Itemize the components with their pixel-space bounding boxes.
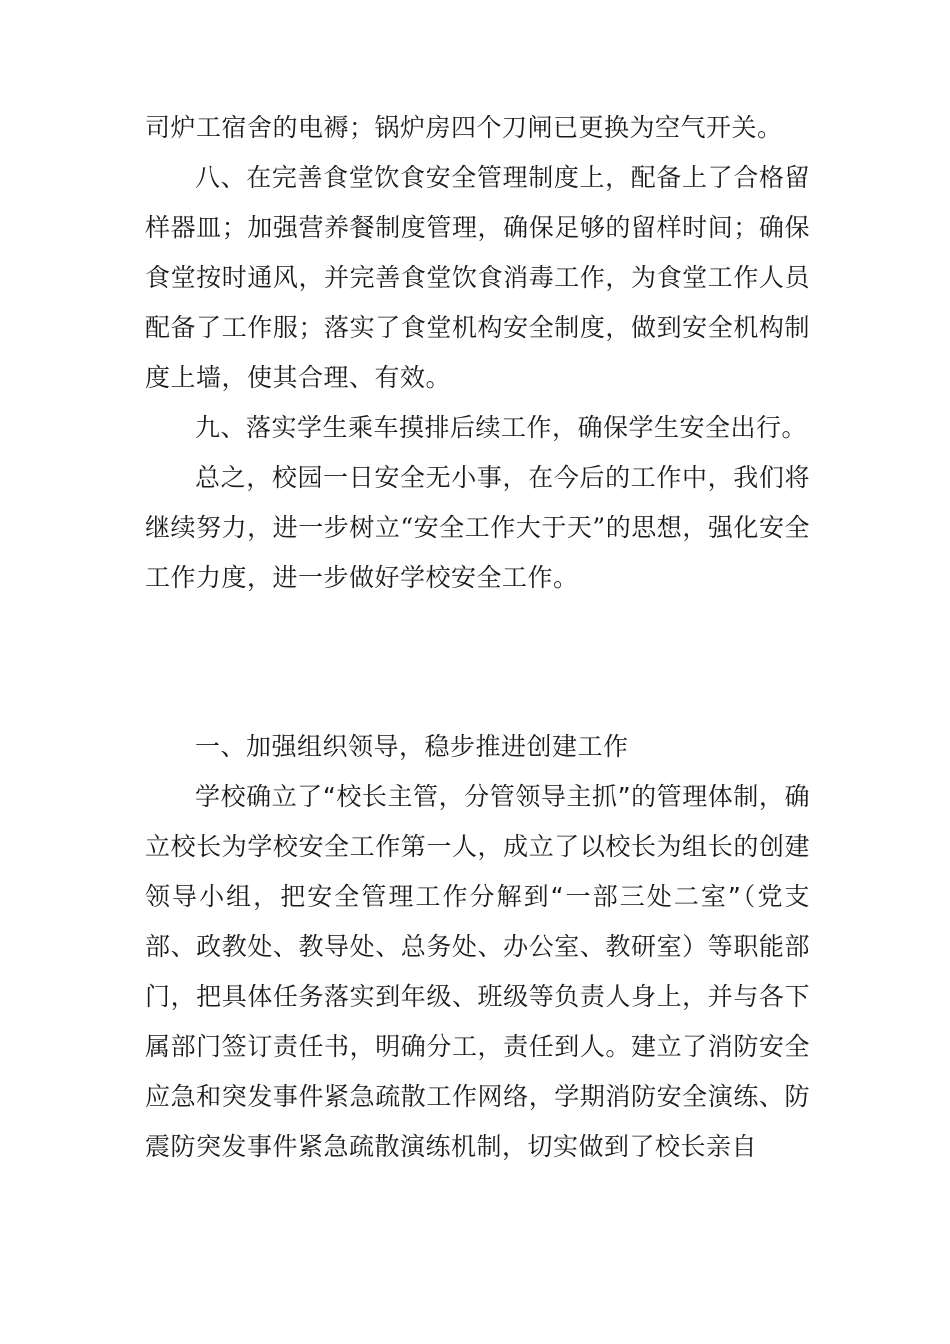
paragraph-item-nine-transport: 九、落实学生乘车摸排后续工作，确保学生安全出行。 (195, 413, 808, 442)
report-continuation-section (145, 103, 810, 603)
organization-leadership-section (145, 722, 810, 1172)
paragraph-conclusion: 总之，校园一日安全无小事，在今后的工作中，我们将继续努力，进一步树立“安全工作大于天”的思想，强化安全工作力度，进一步做好学校安全工作。 (145, 463, 810, 592)
paragraph-management-system: 学校确立了“校长主管，分管领导主抓”的管理体制，确立校长为学校安全工作第一人，成立了以校长为组长的创建领导小组，把安全管理工作分解到“一部三处二室”（党支部、政教处、教导处、总务处、办公室、教研室）等职能部门，把具体任务落实到年级、班级等负责人身上，并与各下属部门签订责任书，明确分工，责任到人。建立了消防安全应急和突发事件紧急疏散工作网络，学期消防安全演练、防震防突发事件紧急疏散演练机制，切实做到了校长亲自 (145, 782, 810, 1161)
paragraph-item-eight-canteen: 八、在完善食堂饮食安全管理制度上，配备上了合格留样器皿；加强营养餐制度管理，确保足够的留样时间；确保食堂按时通风，并完善食堂饮食消毒工作，为食堂工作人员配备了工作服；落实了食堂机构安全制度，做到安全机构制度上墙，使其合理、有效。 (145, 163, 810, 392)
paragraph-boiler-room: 司炉工宿舍的电褥；锅炉房四个刀闸已更换为空气开关。 (145, 113, 783, 142)
section-heading: 一、加强组织领导，稳步推进创建工作 (195, 732, 629, 761)
